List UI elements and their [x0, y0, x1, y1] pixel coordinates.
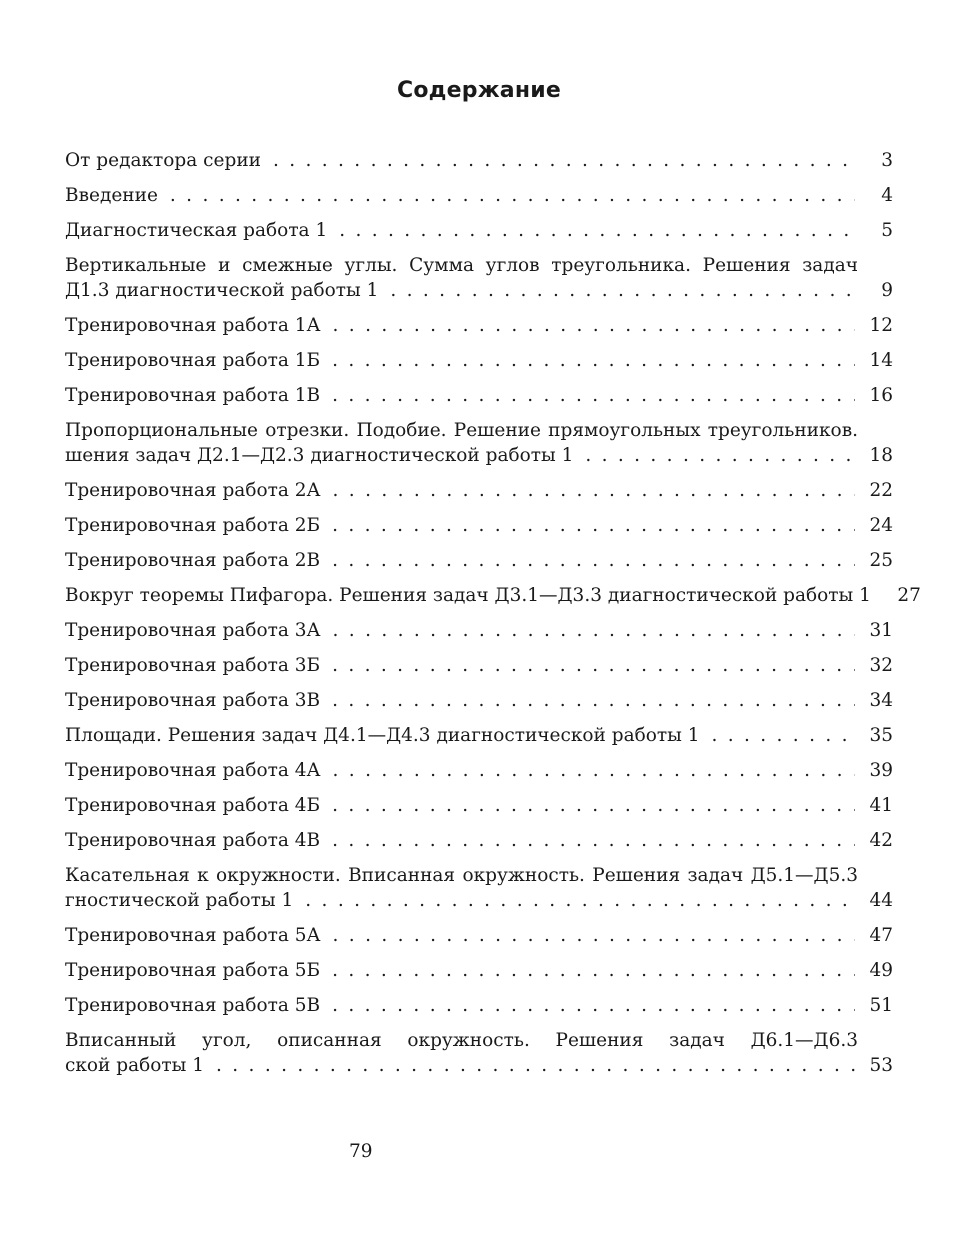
- dot-leader: [332, 828, 855, 853]
- dot-leader: [339, 218, 855, 243]
- toc-entry-page-number: 44: [869, 890, 893, 911]
- dot-leader: [332, 548, 855, 573]
- dot-leader: [333, 618, 855, 643]
- toc-entry: [65, 793, 893, 818]
- toc-entry: [65, 253, 893, 303]
- toc-entry-page-number: 16: [869, 385, 893, 406]
- toc-entry-page-number: 31: [869, 620, 893, 641]
- toc-entry: [65, 958, 893, 983]
- dot-leader: [333, 923, 855, 948]
- toc-entry-page-number: 53: [869, 1055, 893, 1076]
- toc-entry-page-number: 18: [869, 445, 893, 466]
- toc-entry-title: Площади. Решения задач Д4.1—Д4.3 диагностической работы 1: [65, 725, 700, 746]
- toc-entry-title: Тренировочная работа 4А: [65, 760, 321, 781]
- toc-entry-page-number: 51: [869, 995, 893, 1016]
- toc-entry-page-number: 12: [869, 315, 893, 336]
- toc-entry: [65, 1028, 893, 1078]
- toc-entry-title: Тренировочная работа 4В: [65, 830, 321, 851]
- toc-entry-page-number: 32: [869, 655, 893, 676]
- toc-entry: [65, 148, 893, 173]
- toc-entry-title: Тренировочная работа 2Б: [65, 515, 321, 536]
- toc-entry-page-number: 3: [881, 150, 893, 171]
- dot-leader: [170, 183, 855, 208]
- toc-entry: [65, 653, 893, 678]
- toc-entry: [65, 348, 893, 373]
- dot-leader: [332, 513, 855, 538]
- page-number: 79: [349, 1141, 373, 1162]
- dot-leader: [333, 758, 855, 783]
- dot-leader: [305, 888, 855, 913]
- dot-leader: [333, 478, 855, 503]
- toc-entry-page-number: 35: [869, 725, 893, 746]
- toc-entry: [65, 478, 893, 503]
- toc-entry-title: Тренировочная работа 4Б: [65, 795, 321, 816]
- toc-entry-title: гностической работы 1: [65, 890, 294, 911]
- toc-entry-page-number: 39: [869, 760, 893, 781]
- toc-entry-page-number: 42: [869, 830, 893, 851]
- dot-leader: [390, 278, 855, 303]
- toc-entry-page-number: 27: [897, 585, 921, 606]
- toc-entry-title: Тренировочная работа 3В: [65, 690, 321, 711]
- toc-entry-title: Введение: [65, 185, 158, 206]
- toc-entry-title: Тренировочная работа 1А: [65, 315, 321, 336]
- toc-entry: [65, 383, 893, 408]
- toc-entry: [65, 723, 893, 748]
- dot-leader: [332, 958, 855, 983]
- toc-entry: [65, 618, 893, 643]
- toc-entry-title: Тренировочная работа 2В: [65, 550, 321, 571]
- toc-entry-title: Тренировочная работа 3Б: [65, 655, 321, 676]
- toc-entry: [65, 548, 893, 573]
- toc-entry: [65, 688, 893, 713]
- toc-entry-page-number: 25: [869, 550, 893, 571]
- toc-entry-page-number: 47: [869, 925, 893, 946]
- toc-entry: [65, 513, 893, 538]
- toc-entry-title: Тренировочная работа 5Б: [65, 960, 321, 981]
- page-title: Содержание: [397, 78, 561, 103]
- toc-entry-page-number: 24: [869, 515, 893, 536]
- toc-entry: [65, 183, 893, 208]
- dot-leader: [333, 313, 855, 338]
- toc-entry-title-line: Вписанный угол, описанная окружность. Решения задач Д6.1—Д6.3: [65, 1030, 858, 1051]
- toc-entry-page-number: 41: [869, 795, 893, 816]
- toc-entry-page-number: 5: [881, 220, 893, 241]
- toc-entry-page-number: 22: [869, 480, 893, 501]
- dot-leader: [216, 1053, 855, 1078]
- toc-entry-title: шения задач Д2.1—Д2.3 диагностической работы 1: [65, 445, 574, 466]
- toc-entry-page-number: 34: [869, 690, 893, 711]
- dot-leader: [332, 993, 855, 1018]
- toc-entry-page-number: 14: [869, 350, 893, 371]
- toc-entry: [65, 418, 893, 468]
- toc-entry-title: Тренировочная работа 5В: [65, 995, 321, 1016]
- toc-entry-title: Тренировочная работа 1В: [65, 385, 321, 406]
- toc-entry-title: Тренировочная работа 3А: [65, 620, 321, 641]
- toc-entry-title: Тренировочная работа 2А: [65, 480, 321, 501]
- table-of-contents: [65, 148, 921, 1088]
- dot-leader: [332, 793, 855, 818]
- toc-entry-title: Тренировочная работа 5А: [65, 925, 321, 946]
- toc-entry-title: ской работы 1: [65, 1055, 205, 1076]
- toc-entry-page-number: 49: [869, 960, 893, 981]
- toc-entry: [65, 993, 893, 1018]
- toc-entry-title: Тренировочная работа 1Б: [65, 350, 321, 371]
- toc-entry-page-number: 4: [881, 185, 893, 206]
- toc-entry: [65, 828, 893, 853]
- toc-entry-title-line: Вертикальные и смежные углы. Сумма углов треугольника. Решения задач: [65, 255, 858, 276]
- toc-entry: [65, 313, 893, 338]
- toc-entry-page-number: 9: [881, 280, 893, 301]
- dot-leader: [332, 688, 855, 713]
- toc-entry: [65, 218, 893, 243]
- toc-entry-title: Вокруг теоремы Пифагора. Решения задач Д3.1—Д3.3 диагностической работы 1: [65, 585, 871, 606]
- toc-entry: [65, 923, 893, 948]
- toc-entry: [65, 758, 893, 783]
- dot-leader: [273, 148, 855, 173]
- dot-leader: [332, 348, 855, 373]
- toc-entry: [65, 583, 921, 608]
- dot-leader: [712, 723, 856, 748]
- toc-entry-title-line: Касательная к окружности. Вписанная окружность. Решения задач Д5.1—Д5.3: [65, 865, 858, 886]
- toc-entry-title: Д1.3 диагностической работы 1: [65, 280, 379, 301]
- toc-entry-title: Диагностическая работа 1: [65, 220, 328, 241]
- dot-leader: [332, 653, 855, 678]
- dot-leader: [332, 383, 855, 408]
- toc-entry: [65, 863, 893, 913]
- dot-leader: [585, 443, 855, 468]
- toc-entry-title: От редактора серии: [65, 150, 261, 171]
- toc-entry-title-line: Пропорциональные отрезки. Подобие. Решение прямоугольных треугольников.: [65, 420, 858, 441]
